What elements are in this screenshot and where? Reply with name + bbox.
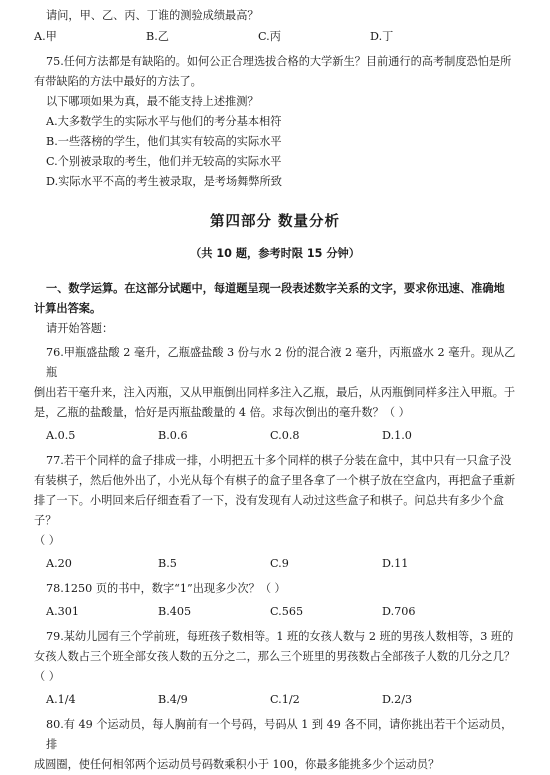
q74-option-a: A.甲 bbox=[34, 30, 57, 43]
q75-choice-c: C.个别被录取的考生，他们并无较高的实际水平 bbox=[46, 155, 282, 168]
q77-option-d: D.11 bbox=[382, 557, 409, 570]
q74-option-d: D.丁 bbox=[370, 30, 394, 43]
q76-option-d: D.1.0 bbox=[382, 429, 412, 442]
section-title: 第四部分 数量分析 bbox=[209, 214, 341, 230]
question-78 bbox=[34, 579, 516, 621]
q79-line-1: 79.某幼儿园有三个学前班，每班孩子数相等。1 班的女孩人数与 2 班的男孩人数相等，3 班的 bbox=[46, 630, 514, 643]
part1-instruction-line-1: 一、数学运算。在这部分试题中，每道题呈现一段表述数字关系的文字，要求你迅速、准确地 bbox=[46, 282, 505, 295]
q75-choice-a: A.大多数学生的实际水平与他们的考分基本相符 bbox=[46, 115, 282, 128]
part1-instruction-line-2: 计算出答案。 bbox=[34, 302, 102, 315]
q78-line-1: 78.1250 页的书中，数字“1”出现多少次？（ ） bbox=[46, 582, 286, 595]
q74-option-c: C.丙 bbox=[258, 30, 281, 43]
q80-line-2: 成圆圈，使任何相邻两个运动员号码数乘积小于 100，你最多能挑多少个运动员？ bbox=[34, 758, 440, 771]
q78-option-d: D.706 bbox=[382, 605, 416, 618]
q75-ask: 以下哪项如果为真，最不能支持上述推测？ bbox=[46, 95, 259, 108]
q79-option-a: A.1/4 bbox=[46, 693, 76, 706]
q79-option-c: C.1/2 bbox=[270, 693, 300, 706]
question-76 bbox=[34, 343, 516, 445]
q77-option-b: B.5 bbox=[158, 557, 177, 570]
q77-option-c: C.9 bbox=[270, 557, 289, 570]
q76-option-a: A.0.5 bbox=[46, 429, 76, 442]
section-subtitle: （共 10 题，参考时限 15 分钟） bbox=[190, 247, 360, 260]
question-80 bbox=[34, 715, 516, 775]
q79-option-d: D.2/3 bbox=[382, 693, 413, 706]
q77-line-2: 有装棋子，然后他外出了，小光从每个有棋子的盒子里各拿了一个棋子放在空盒内，再把盒子重新 bbox=[34, 474, 516, 487]
start-prompt: 请开始答题： bbox=[46, 322, 114, 335]
q78-option-b: B.405 bbox=[158, 605, 192, 618]
q78-options bbox=[34, 603, 516, 621]
q74-option-b: B.乙 bbox=[146, 30, 169, 43]
q75-choice-d: D.实际水平不高的考生被录取，是考场舞弊所致 bbox=[46, 175, 282, 188]
q76-option-b: B.0.6 bbox=[158, 429, 188, 442]
q76-option-c: C.0.8 bbox=[270, 429, 300, 442]
q77-line-3: 排了一下。小明回来后仔细查看了一下，没有发现有人动过这些盒子和棋子。问总共有多少个盒子？ bbox=[34, 494, 504, 527]
q76-line-1: 76.甲瓶盛盐酸 2 毫升，乙瓶盛盐酸 3 份与水 2 份的混合液 2 毫升，丙瓶盛水 2 毫升。现从乙瓶 bbox=[46, 346, 516, 379]
q79-line-2: 女孩人数占三个班全部女孩人数的五分之二，那么三个班里的男孩数占全部孩子人数的几分之几？ bbox=[34, 650, 516, 663]
q79-answer-paren: （ ） bbox=[34, 670, 60, 683]
q76-line-3: 是，乙瓶的盐酸量，恰好是丙瓶盐酸量的 4 倍。求每次倒出的毫升数？（ ） bbox=[34, 406, 410, 419]
q78-option-a: A.301 bbox=[46, 605, 79, 618]
question-77 bbox=[34, 451, 516, 573]
q79-option-b: B.4/9 bbox=[158, 693, 188, 706]
q75-stem-line-2: 有带缺陷的方法中最好的方法了。 bbox=[34, 75, 202, 88]
q75-stem-line-1: 75.任何方法都是有缺陷的。如何公正合理选拔合格的大学新生？目前通行的高考制度恐怕是所 bbox=[46, 55, 512, 68]
q78-option-c: C.565 bbox=[270, 605, 304, 618]
q80-line-1: 80.有 49 个运动员，每人胸前有一个号码，号码从 1 到 49 各不同，请你挑出若干个运动员，排 bbox=[46, 718, 513, 751]
q77-option-a: A.20 bbox=[46, 557, 72, 570]
q75-choice-b: B.一些落榜的学生，他们其实有较高的实际水平 bbox=[46, 135, 282, 148]
q77-line-1: 77.若干个同样的盒子排成一排，小明把五十多个同样的棋子分装在盒中，其中只有一只盒子没 bbox=[46, 454, 512, 467]
q77-answer-paren: （ ） bbox=[34, 534, 60, 547]
question-79 bbox=[34, 627, 516, 709]
q77-options bbox=[34, 555, 516, 573]
q74-options bbox=[34, 28, 516, 46]
q74-question-tail: 请问，甲、乙、丙、丁谁的测验成绩最高？ bbox=[46, 9, 259, 22]
q76-options bbox=[34, 427, 516, 445]
q76-line-2: 倒出若干毫升来，注入丙瓶，又从甲瓶倒出同样多注入乙瓶，最后，从丙瓶倒同样多注入甲瓶。于 bbox=[34, 386, 516, 399]
